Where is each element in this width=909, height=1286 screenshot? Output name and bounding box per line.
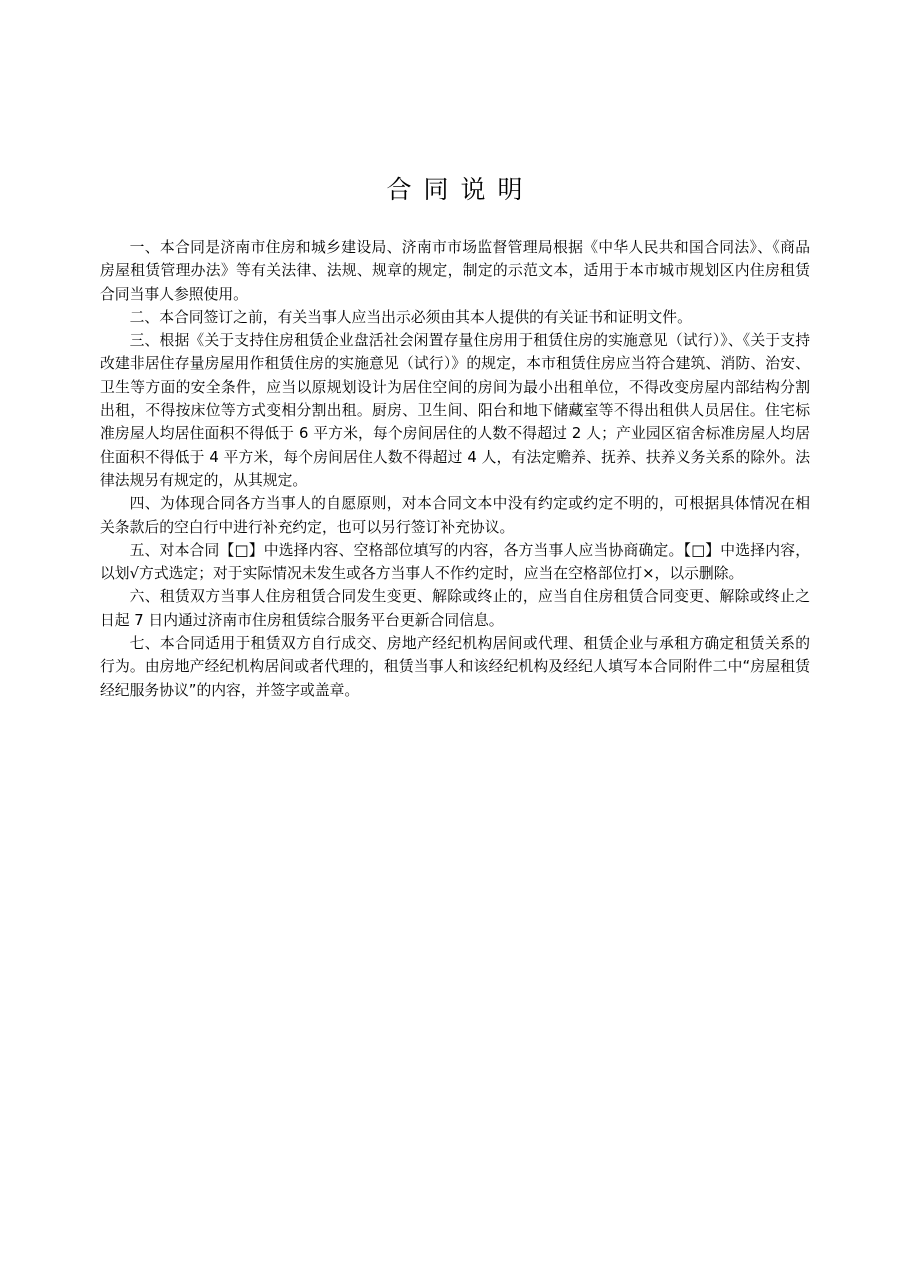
- paragraph-5: 五、对本合同【□】中选择内容、空格部位填写的内容，各方当事人应当协商确定。【□】中选择内容，以划√方式选定；对于实际情况未发生或各方当事人不作约定时，应当在空格部位打×，以示删除。: [100, 541, 810, 583]
- paragraph-6: 六、租赁双方当事人住房租赁合同发生变更、解除或终止的，应当自住房租赁合同变更、解除或终止之日起 7 日内通过济南市住房租赁综合服务平台更新合同信息。: [100, 588, 810, 629]
- document-body: [100, 236, 810, 702]
- paragraph-2: 二、本合同签订之前，有关当事人应当出示必须由其本人提供的有关证书和证明文件。: [129, 308, 692, 326]
- paragraph-7: 七、本合同适用于租赁双方自行成交、房地产经纪机构居间或代理、租赁企业与承租方确定租赁关系的行为。由房地产经纪机构居间或者代理的，租赁当事人和该经纪机构及经纪人填写本合同附件二中“房屋租赁经纪服务协议”的内容，并签字或盖章。: [100, 635, 810, 699]
- paragraph-3: 三、根据《关于支持住房租赁企业盘活社会闲置存量住房用于租赁住房的实施意见（试行）》、《关于支持改建非居住存量房屋用作租赁住房的实施意见（试行）》的规定，本市租赁住房应当符合建筑、消防、治安、卫生等方面的安全条件，应当以原规划设计为居住空间的房间为最小出租单位，不得改变房屋内部结构分割出租，不得按床位等方式变相分割出租。厨房、卫生间、阳台和地下储藏室等不得出租供人员居住。住宅标准房屋人均居住面积不得低于 6 平方米，每个房间居住的人数不得超过 2 人；产业园区宿舍标准房屋人均居住面积不得低于 4 平方米，每个房间居住人数不得超过 4 人，有法定赡养、抚养、扶养义务关系的除外。法律法规另有规定的，从其规定。: [100, 332, 810, 489]
- paragraph-4: 四、为体现合同各方当事人的自愿原则，对本合同文本中没有约定或约定不明的，可根据具体情况在相关条款后的空白行中进行补充约定，也可以另行签订补充协议。: [100, 495, 810, 536]
- document-title: 合同说明: [386, 175, 535, 204]
- paragraph-1: 一、本合同是济南市住房和城乡建设局、济南市市场监督管理局根据《中华人民共和国合同法》、《商品房屋租赁管理办法》等有关法律、法规、规章的规定，制定的示范文本，适用于本市城市规划区内住房租赁合同当事人参照使用。: [100, 239, 810, 303]
